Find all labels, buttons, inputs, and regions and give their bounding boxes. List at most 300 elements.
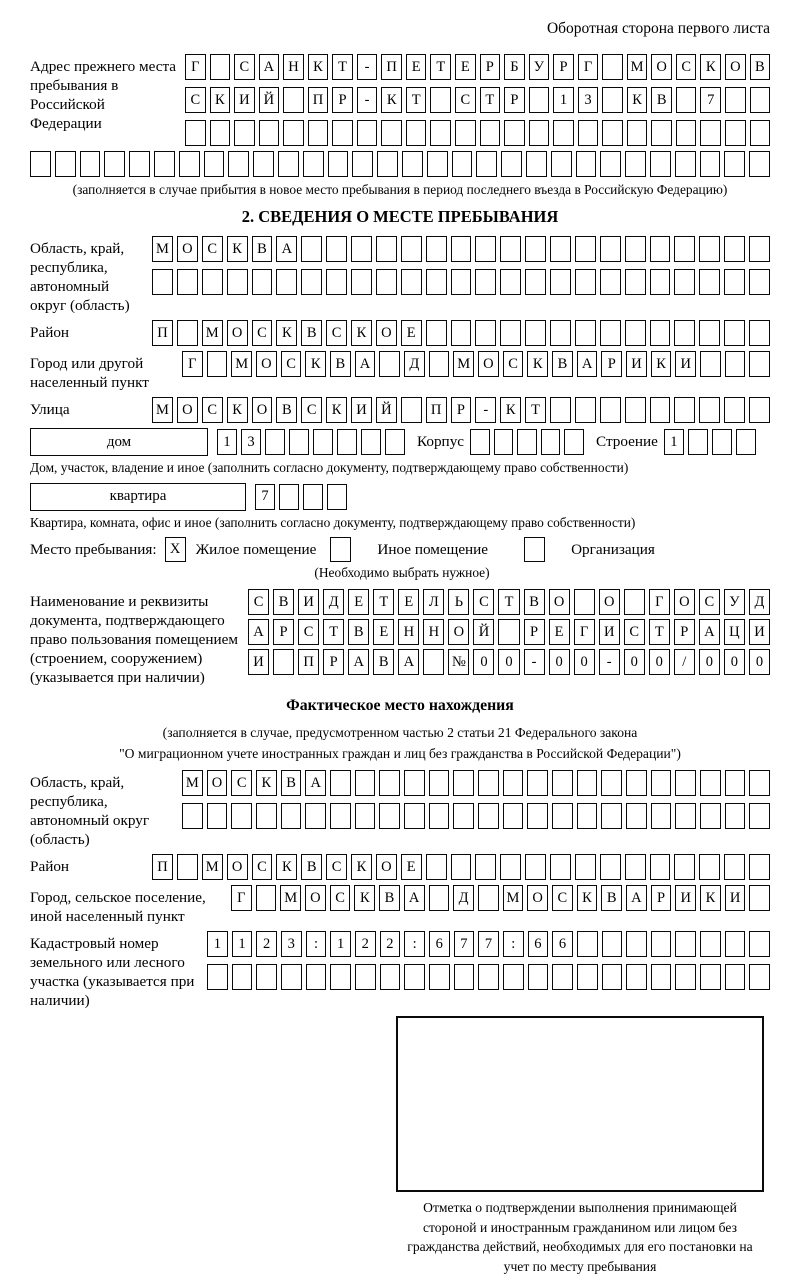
char-cell: М bbox=[152, 236, 173, 262]
char-cell bbox=[627, 120, 648, 146]
char-cell bbox=[712, 429, 732, 455]
char-cell bbox=[207, 351, 228, 377]
actual-region-row-2 bbox=[182, 803, 770, 829]
house-type-box: дом bbox=[30, 428, 208, 456]
char-cell: М bbox=[182, 770, 203, 796]
char-cell bbox=[600, 269, 621, 295]
char-cell: М bbox=[202, 854, 223, 880]
char-cell: Д bbox=[749, 589, 770, 615]
char-cell: В bbox=[601, 885, 622, 911]
char-cell: - bbox=[475, 397, 496, 423]
char-cell bbox=[749, 236, 770, 262]
char-cell: О bbox=[177, 397, 198, 423]
char-cell bbox=[207, 964, 228, 990]
char-cell: В bbox=[524, 589, 545, 615]
char-cell: С bbox=[252, 320, 273, 346]
char-cell: С bbox=[326, 854, 347, 880]
char-cell bbox=[330, 964, 351, 990]
char-cell bbox=[451, 236, 472, 262]
char-cell: Р bbox=[480, 54, 501, 80]
char-cell: О bbox=[227, 854, 248, 880]
char-cell bbox=[724, 854, 745, 880]
actual-region-label: Область, край, республика, автономный округ (область) bbox=[30, 774, 150, 849]
char-cell bbox=[602, 87, 623, 113]
char-cell: В bbox=[651, 87, 672, 113]
char-cell bbox=[724, 320, 745, 346]
char-cell: Е bbox=[455, 54, 476, 80]
char-cell: И bbox=[234, 87, 255, 113]
char-cell bbox=[749, 770, 770, 796]
char-cell bbox=[676, 120, 697, 146]
char-cell: В bbox=[330, 351, 351, 377]
char-cell: Р bbox=[332, 87, 353, 113]
char-cell: 3 bbox=[578, 87, 599, 113]
char-cell: И bbox=[248, 649, 269, 675]
char-cell bbox=[600, 236, 621, 262]
char-cell: К bbox=[500, 397, 521, 423]
char-cell bbox=[625, 236, 646, 262]
char-cell bbox=[650, 151, 671, 177]
char-cell: 1 bbox=[664, 429, 684, 455]
char-cell bbox=[527, 803, 548, 829]
char-cell: М bbox=[627, 54, 648, 80]
char-cell: 0 bbox=[649, 649, 670, 675]
char-cell: Г bbox=[649, 589, 670, 615]
char-cell bbox=[361, 429, 381, 455]
char-cell bbox=[228, 151, 249, 177]
stay-place-checkbox-residential: X bbox=[165, 537, 186, 562]
actual-region-field bbox=[30, 770, 770, 849]
char-cell bbox=[699, 320, 720, 346]
char-cell bbox=[308, 120, 329, 146]
char-cell bbox=[478, 770, 499, 796]
char-cell bbox=[303, 151, 324, 177]
char-cell bbox=[600, 854, 621, 880]
char-cell: С bbox=[202, 236, 223, 262]
char-cell: 7 bbox=[454, 931, 475, 957]
char-cell bbox=[550, 236, 571, 262]
char-cell bbox=[80, 151, 101, 177]
char-cell: С bbox=[676, 54, 697, 80]
char-cell bbox=[423, 649, 444, 675]
char-cell bbox=[600, 320, 621, 346]
char-cell: В bbox=[301, 854, 322, 880]
char-cell: И bbox=[725, 885, 746, 911]
prev-address-row-1 bbox=[185, 54, 770, 80]
char-cell bbox=[259, 120, 280, 146]
char-cell: К bbox=[276, 320, 297, 346]
char-cell: - bbox=[357, 87, 378, 113]
char-cell: О bbox=[725, 54, 746, 80]
char-cell: 1 bbox=[207, 931, 228, 957]
char-cell: С bbox=[455, 87, 476, 113]
char-cell bbox=[749, 964, 770, 990]
char-cell: Г bbox=[185, 54, 206, 80]
char-cell: Г bbox=[182, 351, 203, 377]
char-cell: С bbox=[185, 87, 206, 113]
char-cell: 0 bbox=[624, 649, 645, 675]
char-cell: В bbox=[750, 54, 771, 80]
char-cell bbox=[276, 269, 297, 295]
char-cell bbox=[550, 269, 571, 295]
char-cell bbox=[426, 320, 447, 346]
char-cell: С bbox=[473, 589, 494, 615]
char-cell: 7 bbox=[478, 931, 499, 957]
char-cell: Т bbox=[525, 397, 546, 423]
actual-location-caption-line2: "О миграционном учете иностранных граждан и лиц без гражданства в Российской Федерации") bbox=[119, 745, 681, 761]
char-cell: Т bbox=[332, 54, 353, 80]
char-cell: О bbox=[599, 589, 620, 615]
char-cell bbox=[500, 320, 521, 346]
char-cell: О bbox=[478, 351, 499, 377]
prev-address-label: Адрес прежнего места пребывания в Российской Федерации bbox=[30, 58, 177, 132]
stroenie-row bbox=[664, 429, 756, 455]
actual-location-caption bbox=[30, 723, 770, 764]
char-cell bbox=[278, 151, 299, 177]
char-cell: К bbox=[627, 87, 648, 113]
char-cell bbox=[227, 269, 248, 295]
char-cell bbox=[602, 54, 623, 80]
region-field bbox=[30, 236, 770, 315]
char-cell bbox=[453, 803, 474, 829]
char-cell: К bbox=[351, 320, 372, 346]
char-cell bbox=[575, 397, 596, 423]
char-cell: К bbox=[227, 397, 248, 423]
char-cell: Р bbox=[601, 351, 622, 377]
char-cell bbox=[376, 269, 397, 295]
char-cell: 0 bbox=[498, 649, 519, 675]
char-cell: Р bbox=[451, 397, 472, 423]
char-cell: А bbox=[404, 885, 425, 911]
char-cell bbox=[380, 964, 401, 990]
char-cell bbox=[651, 803, 672, 829]
char-cell bbox=[232, 964, 253, 990]
char-cell: В bbox=[379, 885, 400, 911]
char-cell bbox=[574, 589, 595, 615]
char-cell bbox=[564, 429, 584, 455]
char-cell: О bbox=[376, 320, 397, 346]
char-cell: С bbox=[326, 320, 347, 346]
char-cell: Е bbox=[549, 619, 570, 645]
actual-district-label: Район bbox=[30, 858, 70, 876]
char-cell: Т bbox=[649, 619, 670, 645]
actual-region-row-1 bbox=[182, 770, 770, 796]
char-cell bbox=[182, 803, 203, 829]
char-cell bbox=[177, 269, 198, 295]
stay-place-label: Место пребывания: bbox=[30, 540, 157, 558]
char-cell: 1 bbox=[553, 87, 574, 113]
char-cell bbox=[601, 770, 622, 796]
char-cell bbox=[470, 429, 490, 455]
char-cell: П bbox=[381, 54, 402, 80]
prev-address-row-2 bbox=[185, 87, 770, 113]
char-cell bbox=[541, 429, 561, 455]
char-cell: В bbox=[348, 619, 369, 645]
char-cell bbox=[551, 151, 572, 177]
char-cell bbox=[525, 236, 546, 262]
char-cell: Ь bbox=[448, 589, 469, 615]
char-cell bbox=[725, 120, 746, 146]
char-cell bbox=[552, 770, 573, 796]
char-cell bbox=[385, 429, 405, 455]
char-cell bbox=[478, 885, 499, 911]
stay-place-line bbox=[30, 537, 770, 562]
char-cell: К bbox=[210, 87, 231, 113]
char-cell: А bbox=[699, 619, 720, 645]
char-cell bbox=[330, 770, 351, 796]
char-cell: О bbox=[227, 320, 248, 346]
char-cell bbox=[749, 931, 770, 957]
char-cell bbox=[289, 429, 309, 455]
char-cell bbox=[231, 803, 252, 829]
stamp-box bbox=[396, 1016, 764, 1192]
char-cell bbox=[602, 964, 623, 990]
char-cell: М bbox=[280, 885, 301, 911]
char-cell bbox=[724, 397, 745, 423]
char-cell bbox=[550, 320, 571, 346]
char-cell bbox=[306, 964, 327, 990]
char-cell: В bbox=[276, 397, 297, 423]
char-cell bbox=[626, 964, 647, 990]
char-cell bbox=[451, 854, 472, 880]
char-cell: В bbox=[552, 351, 573, 377]
char-cell: 7 bbox=[700, 87, 721, 113]
char-cell bbox=[601, 803, 622, 829]
char-cell: 3 bbox=[241, 429, 261, 455]
char-cell: 0 bbox=[724, 649, 745, 675]
char-cell: А bbox=[248, 619, 269, 645]
actual-district-field bbox=[30, 854, 770, 880]
char-cell bbox=[575, 236, 596, 262]
char-cell bbox=[129, 151, 150, 177]
char-cell: Т bbox=[323, 619, 344, 645]
char-cell bbox=[30, 151, 51, 177]
char-cell bbox=[700, 964, 721, 990]
char-cell bbox=[426, 854, 447, 880]
char-cell bbox=[401, 236, 422, 262]
apartment-line bbox=[30, 483, 770, 511]
char-cell bbox=[552, 803, 573, 829]
char-cell: И bbox=[626, 351, 647, 377]
street-label: Улица bbox=[30, 401, 70, 419]
char-cell: Б bbox=[504, 54, 525, 80]
char-cell: К bbox=[381, 87, 402, 113]
char-cell bbox=[699, 236, 720, 262]
char-cell: В bbox=[273, 589, 294, 615]
char-cell: К bbox=[527, 351, 548, 377]
char-cell bbox=[725, 351, 746, 377]
char-cell bbox=[600, 397, 621, 423]
char-cell bbox=[700, 351, 721, 377]
char-cell bbox=[700, 803, 721, 829]
char-cell bbox=[651, 770, 672, 796]
char-cell bbox=[313, 429, 333, 455]
city-label: Город или другой населенный пункт bbox=[30, 355, 149, 392]
char-cell: 6 bbox=[528, 931, 549, 957]
char-cell bbox=[256, 803, 277, 829]
char-cell bbox=[700, 931, 721, 957]
char-cell: С bbox=[234, 54, 255, 80]
char-cell bbox=[402, 151, 423, 177]
char-cell bbox=[503, 964, 524, 990]
char-cell bbox=[503, 803, 524, 829]
char-cell: П bbox=[426, 397, 447, 423]
char-cell bbox=[699, 269, 720, 295]
char-cell bbox=[525, 320, 546, 346]
char-cell bbox=[650, 397, 671, 423]
char-cell: А bbox=[276, 236, 297, 262]
char-cell bbox=[430, 87, 451, 113]
char-cell bbox=[674, 320, 695, 346]
char-cell: № bbox=[448, 649, 469, 675]
char-cell: О bbox=[651, 54, 672, 80]
section2-title: 2. СВЕДЕНИЯ О МЕСТЕ ПРЕБЫВАНИЯ bbox=[241, 207, 559, 227]
char-cell bbox=[700, 770, 721, 796]
char-cell: О bbox=[252, 397, 273, 423]
district-row bbox=[152, 320, 770, 346]
city-row bbox=[182, 351, 770, 377]
district-field bbox=[30, 320, 770, 346]
char-cell: : bbox=[404, 931, 425, 957]
char-cell bbox=[526, 151, 547, 177]
char-cell: 2 bbox=[355, 931, 376, 957]
char-cell bbox=[379, 803, 400, 829]
stay-place-checkbox-organization bbox=[524, 537, 545, 562]
char-cell: О bbox=[527, 885, 548, 911]
char-cell bbox=[273, 649, 294, 675]
char-cell: К bbox=[326, 397, 347, 423]
region-row-1 bbox=[152, 236, 770, 262]
house-caption: Дом, участок, владение и иное (заполнить согласно документу, подтверждающему право собственности) bbox=[30, 460, 629, 476]
char-cell: К bbox=[308, 54, 329, 80]
char-cell: Г bbox=[231, 885, 252, 911]
char-cell bbox=[352, 151, 373, 177]
char-cell bbox=[480, 120, 501, 146]
document-row-3 bbox=[248, 649, 770, 675]
stay-place-option-other: Иное помещение bbox=[377, 540, 489, 558]
char-cell bbox=[404, 803, 425, 829]
char-cell: П bbox=[152, 320, 173, 346]
char-cell: Е bbox=[401, 854, 422, 880]
char-cell: М bbox=[152, 397, 173, 423]
char-cell bbox=[625, 269, 646, 295]
char-cell: И bbox=[749, 619, 770, 645]
char-cell: Т bbox=[498, 589, 519, 615]
char-cell: Й bbox=[259, 87, 280, 113]
char-cell bbox=[453, 770, 474, 796]
char-cell: - bbox=[524, 649, 545, 675]
char-cell: Р bbox=[323, 649, 344, 675]
stay-place-checkbox-other bbox=[330, 537, 351, 562]
char-cell: С bbox=[301, 397, 322, 423]
char-cell bbox=[283, 120, 304, 146]
char-cell: Р bbox=[504, 87, 525, 113]
char-cell bbox=[676, 87, 697, 113]
char-cell bbox=[351, 236, 372, 262]
char-cell: 0 bbox=[473, 649, 494, 675]
char-cell: Й bbox=[473, 619, 494, 645]
char-cell: 0 bbox=[699, 649, 720, 675]
char-cell bbox=[675, 964, 696, 990]
char-cell: Е bbox=[348, 589, 369, 615]
char-cell bbox=[578, 120, 599, 146]
char-cell bbox=[651, 964, 672, 990]
char-cell bbox=[475, 269, 496, 295]
char-cell bbox=[700, 151, 721, 177]
char-cell: К bbox=[276, 854, 297, 880]
char-cell bbox=[494, 429, 514, 455]
char-cell: - bbox=[357, 54, 378, 80]
char-cell: О bbox=[674, 589, 695, 615]
char-cell bbox=[210, 120, 231, 146]
char-cell bbox=[426, 236, 447, 262]
region-row-2 bbox=[152, 269, 770, 295]
char-cell bbox=[501, 151, 522, 177]
char-cell: Р bbox=[524, 619, 545, 645]
char-cell: Н bbox=[423, 619, 444, 645]
char-cell bbox=[326, 269, 347, 295]
char-cell bbox=[179, 151, 200, 177]
stamp-area bbox=[396, 1016, 764, 1277]
prev-address-field bbox=[30, 54, 770, 146]
char-cell bbox=[650, 236, 671, 262]
char-cell: 0 bbox=[549, 649, 570, 675]
char-cell: С bbox=[503, 351, 524, 377]
char-cell: 2 bbox=[256, 931, 277, 957]
char-cell: И bbox=[298, 589, 319, 615]
char-cell bbox=[355, 770, 376, 796]
char-cell bbox=[749, 151, 770, 177]
char-cell bbox=[675, 803, 696, 829]
char-cell bbox=[674, 854, 695, 880]
char-cell: С bbox=[248, 589, 269, 615]
city-field bbox=[30, 351, 770, 392]
char-cell bbox=[256, 964, 277, 990]
korpus-row bbox=[470, 429, 584, 455]
char-cell: 0 bbox=[749, 649, 770, 675]
char-cell: С bbox=[231, 770, 252, 796]
char-cell: В bbox=[252, 236, 273, 262]
char-cell bbox=[602, 931, 623, 957]
char-cell bbox=[154, 151, 175, 177]
char-cell: Н bbox=[283, 54, 304, 80]
char-cell bbox=[355, 803, 376, 829]
char-cell bbox=[625, 151, 646, 177]
char-cell: К bbox=[700, 885, 721, 911]
char-cell: А bbox=[626, 885, 647, 911]
char-cell bbox=[376, 236, 397, 262]
char-cell bbox=[675, 770, 696, 796]
char-cell bbox=[725, 803, 746, 829]
char-cell bbox=[651, 120, 672, 146]
apartment-type-box: квартира bbox=[30, 483, 246, 511]
char-cell bbox=[281, 964, 302, 990]
char-cell: Е bbox=[406, 54, 427, 80]
char-cell: - bbox=[599, 649, 620, 675]
char-cell bbox=[305, 803, 326, 829]
char-cell bbox=[699, 397, 720, 423]
char-cell: О bbox=[305, 885, 326, 911]
char-cell bbox=[602, 120, 623, 146]
char-cell bbox=[576, 151, 597, 177]
char-cell bbox=[650, 269, 671, 295]
char-cell: М bbox=[202, 320, 223, 346]
char-cell bbox=[675, 151, 696, 177]
char-cell bbox=[332, 120, 353, 146]
char-cell bbox=[152, 269, 173, 295]
char-cell: Д bbox=[323, 589, 344, 615]
char-cell: 7 bbox=[255, 484, 275, 510]
